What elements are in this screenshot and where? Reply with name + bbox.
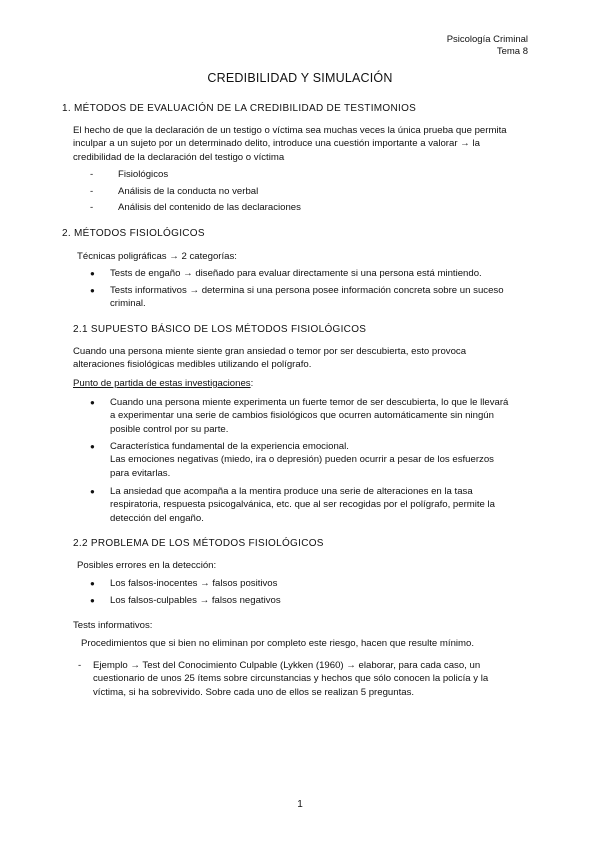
text-line: a experimentar una serie de cambios fisiológicos que ocurren automáticamente sin ningún: [110, 410, 494, 422]
text-line: Las emociones negativas (miedo, ira o depresión) pueden ocurrir a pesar de los esfuerzos: [110, 454, 494, 466]
dash-marker: -: [90, 169, 94, 180]
bullet-marker: ●: [90, 596, 95, 605]
list-item-text: [110, 485, 530, 525]
text-line: para evitarlas.: [110, 467, 171, 479]
section-2-intro: Técnicas poligráficas → 2 categorías:: [77, 251, 237, 262]
tests-informativos-label: Tests informativos:: [73, 620, 153, 631]
section-2-1-heading: 2.1 SUPUESTO BÁSICO DE LOS MÉTODOS FISIOLÓGICOS: [73, 324, 367, 335]
list-item-text: [110, 396, 530, 436]
section-2-2-intro: Posibles errores en la detección:: [77, 560, 217, 571]
list-item-text: [110, 577, 530, 590]
example-item: [78, 659, 548, 699]
text-line: Tests informativos → determina si una persona posee información concreta sobre un suceso: [110, 285, 504, 296]
bullet-marker: ●: [90, 579, 95, 588]
list-item-text: [110, 440, 530, 480]
list-item-text: Fisiológicos: [118, 169, 169, 180]
section-2-heading: 2. MÉTODOS FISIOLÓGICOS: [62, 228, 205, 239]
text-line: La ansiedad que acompaña a la mentira produce una serie de alteraciones en la tasa: [110, 486, 473, 497]
text-line: Cuando una persona miente experimenta un fuerte temor de ser descubierta, lo que le llevará: [110, 397, 509, 408]
paragraph-line: inculpar a un sujeto por un determinado delito, introduce una cuestión importante a valorar → la: [73, 138, 480, 150]
list-item-text: [110, 267, 530, 280]
section-2-2-heading: 2.2 PROBLEMA DE LOS MÉTODOS FISIOLÓGICOS: [73, 538, 324, 549]
paragraph-line: alteraciones fisiológicas medibles utilizando el polígrafo.: [73, 359, 312, 371]
paragraph-line: El hecho de que la declaración de un testigo o víctima sea muchas veces la única prueba que permita: [73, 125, 507, 136]
list-item-text: Análisis del contenido de las declaraciones: [118, 202, 301, 213]
bullet-marker: ●: [90, 269, 95, 278]
section-2-1-subheading: [73, 377, 253, 390]
bullet-marker: ●: [90, 286, 95, 295]
text-line: posible control por su parte.: [110, 423, 229, 435]
text-line: Característica fundamental de la experiencia emocional.: [110, 441, 349, 452]
paragraph-line: Cuando una persona miente siente gran ansiedad o temor por ser descubierta, esto provoca: [73, 346, 467, 357]
dash-marker: -: [90, 186, 94, 197]
bullet-marker: ●: [90, 398, 95, 407]
example-text: [93, 659, 548, 699]
dash-marker: -: [78, 660, 82, 671]
text-line: detección del engaño.: [110, 512, 204, 524]
text-line: Los falsos-inocentes → falsos positivos: [110, 578, 278, 589]
tests-informativos-paragraph: Procedimientos que si bien no eliminan por completo este riesgo, hacen que resulte mínimo.: [81, 638, 475, 649]
text-line: criminal.: [110, 298, 146, 310]
list-item-text: Análisis de la conducta no verbal: [118, 186, 259, 197]
text-line: Ejemplo → Test del Conocimiento Culpable (Lykken (1960) → elaborar, para cada caso, un: [93, 660, 481, 671]
dash-marker: -: [90, 202, 94, 213]
underlined-subheading: Punto de partida de estas investigaciones: [73, 378, 251, 389]
bullet-marker: ●: [90, 487, 95, 496]
bullet-marker: ●: [90, 442, 95, 451]
text-line: víctima, si ha sobrevivido. Sobre cada uno de ellos se realizan 5 preguntas.: [93, 686, 415, 698]
page-number: 1: [297, 799, 303, 810]
subheading-colon: :: [250, 378, 254, 389]
list-item-text: [110, 284, 530, 311]
paragraph-line: credibilidad de la declaración del testigo o víctima: [73, 151, 285, 163]
running-header: [447, 34, 528, 58]
list-item-text: [110, 594, 530, 607]
text-line: cuestionario de unos 25 ítems sobre circunstancias y hechos que sólo conocen la policía y la: [93, 673, 489, 685]
header-course: Psicología Criminal: [446, 34, 528, 45]
text-line: respiratoria, respuesta psicogalvánica, etc. que al ser recogidas por el polígrafo, permite la: [110, 499, 496, 511]
document-title: CREDIBILIDAD Y SIMULACIÓN: [207, 71, 393, 85]
section-1-paragraph: [73, 124, 543, 164]
section-2-1-paragraph: [73, 345, 543, 372]
text-line: Los falsos-culpables → falsos negativos: [110, 595, 281, 606]
header-topic: Tema 8: [496, 46, 528, 57]
text-line: Tests de engaño → diseñado para evaluar directamente si una persona está mintiendo.: [110, 268, 482, 279]
section-1-heading: 1. MÉTODOS DE EVALUACIÓN DE LA CREDIBILIDAD DE TESTIMONIOS: [62, 103, 417, 114]
